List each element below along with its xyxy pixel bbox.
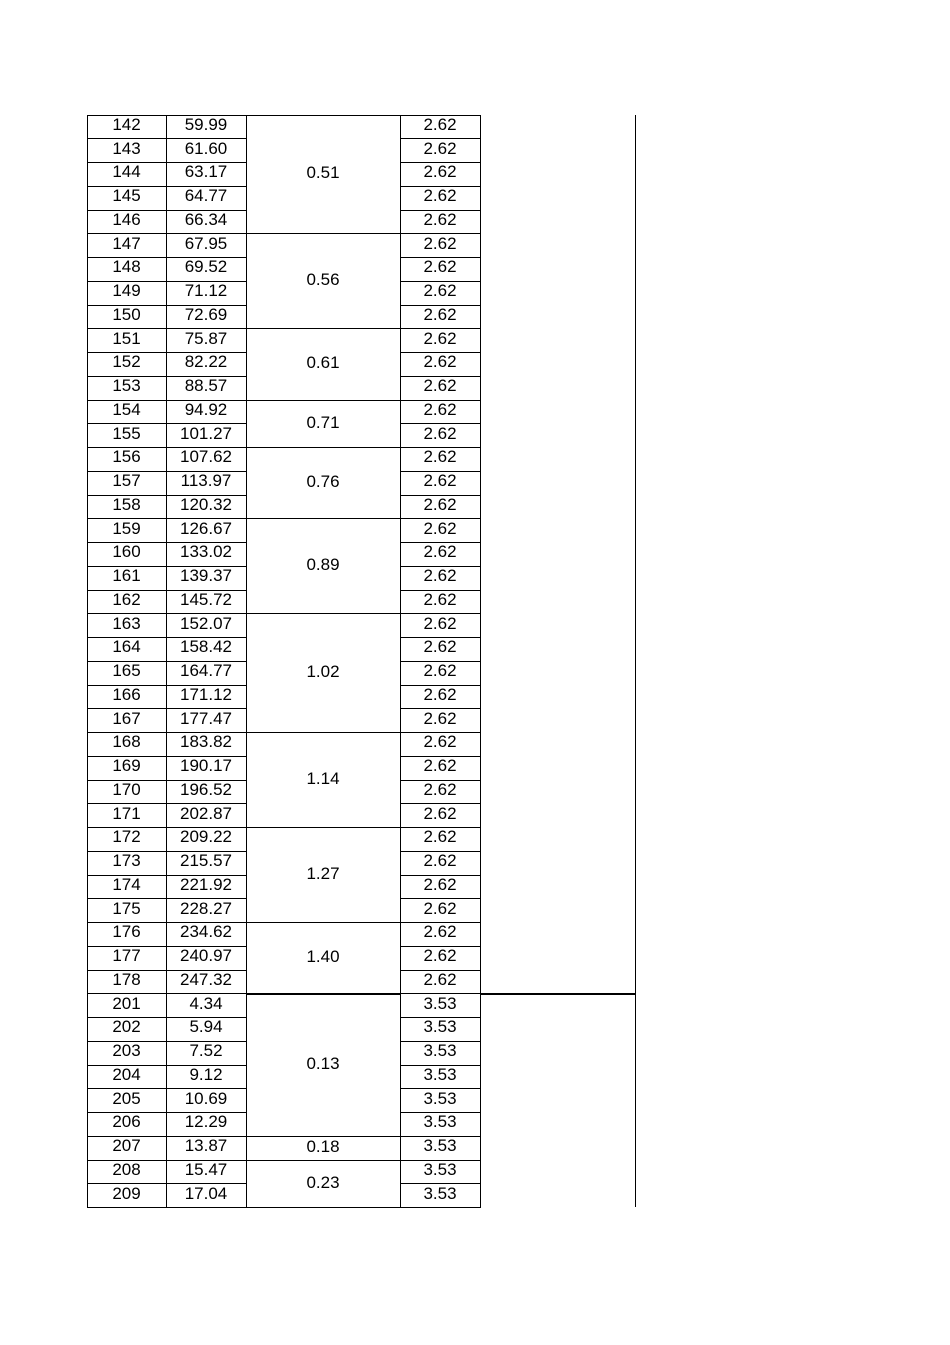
row-id-cell: 206	[112, 1112, 141, 1132]
row-value-cell: 13.87	[184, 1136, 228, 1156]
row-value-cell: 10.69	[184, 1088, 228, 1108]
row-id-cell: 158	[112, 494, 141, 514]
row-value-cell: 69.52	[184, 257, 228, 277]
row-id-cell: 204	[112, 1064, 141, 1084]
group-value-cell: 0.18	[306, 1137, 340, 1157]
row-value-cell: 247.32	[180, 969, 232, 989]
row-id-cell: 203	[112, 1041, 141, 1061]
row-factor-cell: 2.62	[423, 376, 457, 396]
row-factor-cell: 2.62	[423, 969, 457, 989]
row-value-cell: 59.99	[184, 114, 228, 134]
row-id-cell: 176	[112, 922, 141, 942]
row-id-cell: 152	[112, 352, 141, 372]
row-value-cell: 202.87	[180, 803, 232, 823]
row-factor-cell: 2.62	[423, 851, 457, 871]
row-factor-cell: 2.62	[423, 661, 457, 681]
row-value-cell: 101.27	[180, 423, 232, 443]
row-value-cell: 61.60	[184, 138, 228, 158]
group-value-cell: 0.51	[306, 163, 340, 183]
row-id-cell: 142	[112, 114, 141, 134]
row-value-cell: 221.92	[180, 874, 232, 894]
group-value-cell: 0.76	[306, 472, 340, 492]
row-id-cell: 143	[112, 138, 141, 158]
row-value-cell: 158.42	[180, 637, 232, 657]
row-factor-cell: 3.53	[423, 1088, 457, 1108]
group-divider	[246, 1207, 401, 1208]
row-id-cell: 168	[112, 732, 141, 752]
row-factor-cell: 2.62	[423, 566, 457, 586]
row-value-cell: 126.67	[180, 518, 232, 538]
row-factor-cell: 2.62	[423, 589, 457, 609]
row-id-cell: 144	[112, 162, 141, 182]
row-value-cell: 164.77	[180, 661, 232, 681]
row-factor-cell: 3.53	[423, 1017, 457, 1037]
grid-line-horizontal	[400, 1207, 481, 1208]
row-value-cell: 228.27	[180, 898, 232, 918]
row-value-cell: 7.52	[189, 1041, 223, 1061]
row-value-cell: 82.22	[184, 352, 228, 372]
row-id-cell: 175	[112, 898, 141, 918]
row-value-cell: 72.69	[184, 304, 228, 324]
group-value-cell: 0.56	[306, 270, 340, 290]
row-factor-cell: 3.53	[423, 1041, 457, 1061]
row-id-cell: 178	[112, 969, 141, 989]
group-value-cell: 0.71	[306, 412, 340, 432]
row-factor-cell: 2.62	[423, 447, 457, 467]
row-id-cell: 161	[112, 566, 141, 586]
row-value-cell: 183.82	[180, 732, 232, 752]
row-value-cell: 88.57	[184, 376, 228, 396]
row-id-cell: 205	[112, 1088, 141, 1108]
row-value-cell: 177.47	[180, 708, 232, 728]
row-value-cell: 64.77	[184, 186, 228, 206]
row-factor-cell: 2.62	[423, 922, 457, 942]
row-value-cell: 215.57	[180, 851, 232, 871]
row-factor-cell: 2.62	[423, 946, 457, 966]
row-id-cell: 166	[112, 684, 141, 704]
row-value-cell: 75.87	[184, 328, 228, 348]
row-factor-cell: 2.62	[423, 542, 457, 562]
row-id-cell: 153	[112, 376, 141, 396]
row-id-cell: 156	[112, 447, 141, 467]
row-factor-cell: 2.62	[423, 423, 457, 443]
row-value-cell: 190.17	[180, 756, 232, 776]
section-divider	[246, 993, 401, 995]
row-factor-cell: 2.62	[423, 732, 457, 752]
group-value-cell: 0.61	[306, 353, 340, 373]
row-factor-cell: 2.62	[423, 162, 457, 182]
row-id-cell: 164	[112, 637, 141, 657]
row-value-cell: 9.12	[189, 1064, 223, 1084]
row-factor-cell: 3.53	[423, 1064, 457, 1084]
row-id-cell: 150	[112, 304, 141, 324]
row-value-cell: 63.17	[184, 162, 228, 182]
row-id-cell: 209	[112, 1183, 141, 1203]
row-factor-cell: 2.62	[423, 779, 457, 799]
group-value-cell: 0.89	[306, 555, 340, 575]
row-id-cell: 165	[112, 661, 141, 681]
group-value-cell: 0.23	[306, 1172, 340, 1192]
row-id-cell: 149	[112, 281, 141, 301]
row-factor-cell: 2.62	[423, 613, 457, 633]
row-value-cell: 66.34	[184, 209, 228, 229]
row-factor-cell: 2.62	[423, 304, 457, 324]
row-factor-cell: 2.62	[423, 257, 457, 277]
row-value-cell: 67.95	[184, 233, 228, 253]
row-id-cell: 146	[112, 209, 141, 229]
row-factor-cell: 2.62	[423, 186, 457, 206]
row-id-cell: 159	[112, 518, 141, 538]
row-factor-cell: 2.62	[423, 209, 457, 229]
row-value-cell: 4.34	[189, 993, 223, 1013]
row-factor-cell: 2.62	[423, 898, 457, 918]
row-factor-cell: 2.62	[423, 114, 457, 134]
row-value-cell: 15.47	[184, 1159, 228, 1179]
row-value-cell: 5.94	[189, 1017, 223, 1037]
row-value-cell: 139.37	[180, 566, 232, 586]
row-value-cell: 94.92	[184, 399, 228, 419]
row-id-cell: 172	[112, 827, 141, 847]
row-id-cell: 155	[112, 423, 141, 443]
group-value-cell: 1.14	[306, 769, 340, 788]
row-factor-cell: 2.62	[423, 281, 457, 301]
row-id-cell: 160	[112, 542, 141, 562]
row-factor-cell: 2.62	[423, 471, 457, 491]
row-factor-cell: 2.62	[423, 328, 457, 348]
row-factor-cell: 2.62	[423, 494, 457, 514]
row-id-cell: 207	[112, 1136, 141, 1156]
row-factor-cell: 2.62	[423, 637, 457, 657]
row-factor-cell: 2.62	[423, 827, 457, 847]
row-id-cell: 154	[112, 399, 141, 419]
row-value-cell: 71.12	[184, 281, 228, 301]
row-value-cell: 133.02	[180, 542, 232, 562]
row-id-cell: 177	[112, 946, 141, 966]
row-factor-cell: 2.62	[423, 803, 457, 823]
row-factor-cell: 2.62	[423, 352, 457, 372]
row-id-cell: 148	[112, 257, 141, 277]
row-value-cell: 12.29	[184, 1112, 228, 1132]
row-factor-cell: 3.53	[423, 1159, 457, 1179]
row-factor-cell: 2.62	[423, 233, 457, 253]
row-value-cell: 196.52	[180, 779, 232, 799]
row-factor-cell: 3.53	[423, 1136, 457, 1156]
row-factor-cell: 2.62	[423, 518, 457, 538]
row-value-cell: 113.97	[180, 471, 232, 491]
row-factor-cell: 3.53	[423, 1112, 457, 1132]
row-id-cell: 201	[112, 993, 141, 1013]
row-factor-cell: 2.62	[423, 874, 457, 894]
group-value-cell: 1.40	[306, 947, 340, 967]
row-id-cell: 202	[112, 1017, 141, 1037]
row-factor-cell: 3.53	[423, 993, 457, 1013]
row-factor-cell: 2.62	[423, 138, 457, 158]
grid-line-vertical	[635, 115, 636, 1208]
row-id-cell: 173	[112, 851, 141, 871]
row-id-cell: 147	[112, 233, 141, 253]
section-divider	[480, 993, 636, 995]
row-value-cell: 145.72	[180, 589, 232, 609]
row-value-cell: 234.62	[180, 922, 232, 942]
row-factor-cell: 2.62	[423, 399, 457, 419]
row-id-cell: 171	[112, 803, 141, 823]
row-factor-cell: 2.62	[423, 708, 457, 728]
row-value-cell: 240.97	[180, 946, 232, 966]
row-id-cell: 170	[112, 779, 141, 799]
row-id-cell: 157	[112, 471, 141, 491]
row-value-cell: 17.04	[184, 1183, 228, 1203]
row-id-cell: 167	[112, 708, 141, 728]
row-id-cell: 162	[112, 589, 141, 609]
row-id-cell: 169	[112, 756, 141, 776]
group-value-cell: 0.13	[306, 1054, 340, 1073]
row-factor-cell: 2.62	[423, 756, 457, 776]
row-value-cell: 209.22	[180, 827, 232, 847]
grid-line-horizontal	[87, 1207, 247, 1208]
row-id-cell: 208	[112, 1159, 141, 1179]
row-value-cell: 152.07	[180, 613, 232, 633]
row-value-cell: 107.62	[180, 447, 232, 467]
row-value-cell: 171.12	[180, 684, 232, 704]
row-value-cell: 120.32	[180, 494, 232, 514]
row-factor-cell: 2.62	[423, 684, 457, 704]
group-value-cell: 1.27	[306, 864, 340, 883]
row-id-cell: 151	[112, 328, 141, 348]
row-id-cell: 145	[112, 186, 141, 206]
row-factor-cell: 3.53	[423, 1183, 457, 1203]
group-value-cell: 1.02	[306, 662, 340, 682]
row-id-cell: 174	[112, 874, 141, 894]
row-id-cell: 163	[112, 613, 141, 633]
